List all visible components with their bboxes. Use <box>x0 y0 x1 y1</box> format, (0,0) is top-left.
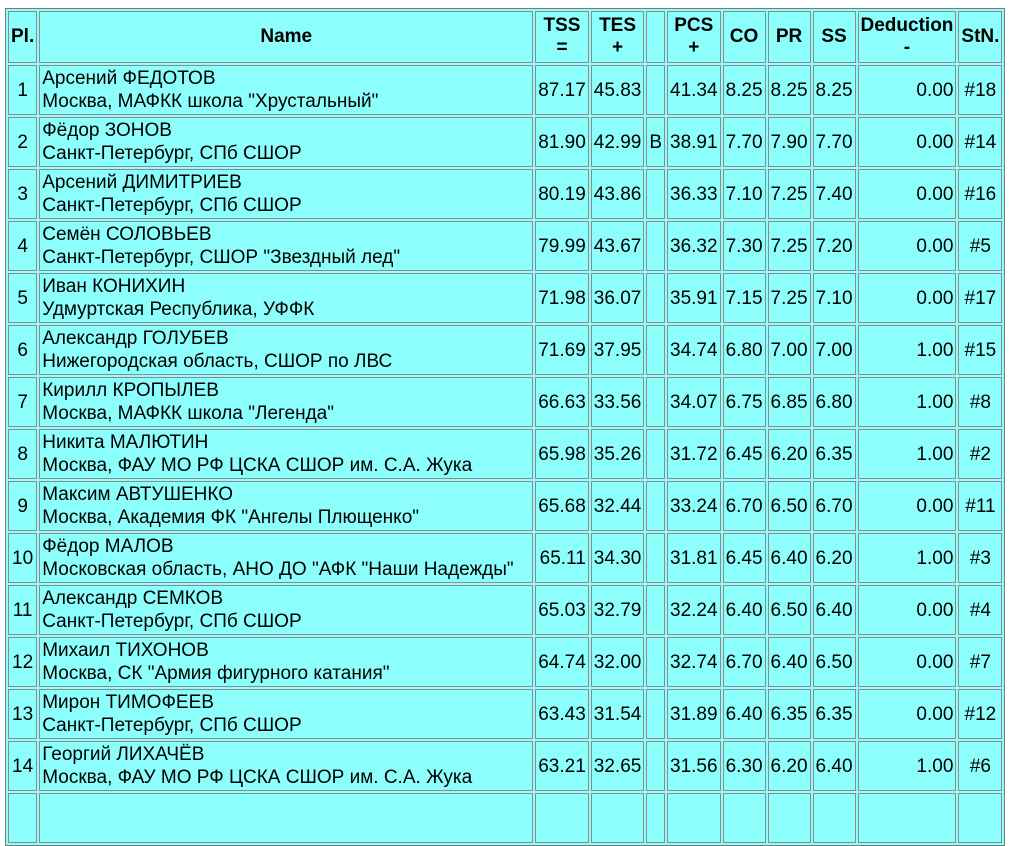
start-number-cell <box>958 793 1002 843</box>
skater-cell <box>39 585 533 635</box>
pcs-cell <box>667 793 721 843</box>
place-cell: 7 <box>8 377 37 427</box>
tes-cell: 36.07 <box>591 273 645 323</box>
start-number-cell: #2 <box>958 429 1002 479</box>
skater-club: Москва, ФАУ МО РФ ЦСКА СШОР им. С.А. Жука <box>42 455 473 476</box>
tes-cell: 31.54 <box>591 689 645 739</box>
mark-cell <box>646 273 665 323</box>
pr-cell <box>768 793 811 843</box>
tes-cell: 45.83 <box>591 65 645 115</box>
skater-name: Иван КОНИХИН <box>42 276 186 297</box>
deduction-cell: 0.00 <box>858 585 957 635</box>
co-cell: 6.75 <box>723 377 766 427</box>
pr-cell: 6.20 <box>768 741 811 791</box>
skater-name: Максим АВТУШЕНКО <box>42 484 234 505</box>
pcs-cell: 38.91 <box>667 117 721 167</box>
start-number-cell: #6 <box>958 741 1002 791</box>
start-number-cell: #15 <box>958 325 1002 375</box>
skater-name: Александр СЕМКОВ <box>42 588 224 609</box>
tss-cell <box>535 793 589 843</box>
place-cell: 14 <box>8 741 37 791</box>
place-cell <box>8 793 37 843</box>
deduction-cell: 0.00 <box>858 169 957 219</box>
ss-cell: 6.35 <box>813 429 856 479</box>
mark-cell: B <box>646 117 665 167</box>
ss-cell: 6.80 <box>813 377 856 427</box>
co-cell: 7.10 <box>723 169 766 219</box>
place-cell: 2 <box>8 117 37 167</box>
skater-cell <box>39 533 533 583</box>
table-row <box>8 793 1002 843</box>
co-cell: 6.40 <box>723 689 766 739</box>
pr-cell: 8.25 <box>768 65 811 115</box>
pr-cell: 6.40 <box>768 533 811 583</box>
skater-club: Санкт-Петербург, СПб СШОР <box>42 195 302 216</box>
deduction-cell: 0.00 <box>858 637 957 687</box>
table-row <box>8 273 1002 323</box>
deduction-cell: 0.00 <box>858 117 957 167</box>
pcs-cell: 31.81 <box>667 533 721 583</box>
header-name: Name <box>39 11 533 63</box>
deduction-cell: 0.00 <box>858 481 957 531</box>
tes-cell: 35.26 <box>591 429 645 479</box>
table-row <box>8 221 1002 271</box>
skater-club: Москва, МАФКК школа "Хрустальный" <box>42 91 379 112</box>
skater-cell <box>39 793 533 843</box>
deduction-cell: 1.00 <box>858 377 957 427</box>
place-cell: 10 <box>8 533 37 583</box>
header-start-number: StN. <box>958 11 1002 63</box>
place-cell: 1 <box>8 65 37 115</box>
header-deduction: Deduction - <box>858 11 957 63</box>
deduction-cell: 0.00 <box>858 65 957 115</box>
ss-cell: 7.20 <box>813 221 856 271</box>
ss-cell: 6.20 <box>813 533 856 583</box>
tes-cell: 32.44 <box>591 481 645 531</box>
place-cell: 3 <box>8 169 37 219</box>
pr-cell: 7.90 <box>768 117 811 167</box>
table-row <box>8 325 1002 375</box>
pcs-cell: 31.56 <box>667 741 721 791</box>
place-cell: 11 <box>8 585 37 635</box>
start-number-cell: #7 <box>958 637 1002 687</box>
skater-cell <box>39 221 533 271</box>
ss-cell: 8.25 <box>813 65 856 115</box>
skater-club: Москва, Академия ФК "Ангелы Плющенко" <box>42 507 420 528</box>
mark-cell <box>646 481 665 531</box>
pcs-cell: 31.72 <box>667 429 721 479</box>
header-tss: TSS = <box>535 11 589 63</box>
co-cell: 7.70 <box>723 117 766 167</box>
ss-cell: 7.10 <box>813 273 856 323</box>
skater-club: Нижегородская область, СШОР по ЛВС <box>42 351 393 372</box>
table-row <box>8 689 1002 739</box>
skater-club: Московская область, АНО ДО "АФК "Наши Надежды" <box>42 559 514 580</box>
skater-club: Санкт-Петербург, СПб СШОР <box>42 715 302 736</box>
pcs-cell: 32.24 <box>667 585 721 635</box>
ss-cell: 6.70 <box>813 481 856 531</box>
skater-cell <box>39 689 533 739</box>
table-row <box>8 533 1002 583</box>
place-cell: 12 <box>8 637 37 687</box>
mark-cell <box>646 169 665 219</box>
tes-cell: 32.65 <box>591 741 645 791</box>
start-number-cell: #18 <box>958 65 1002 115</box>
skater-name: Семён СОЛОВЬЕВ <box>42 224 212 245</box>
results-table <box>5 8 1005 846</box>
table-row <box>8 117 1002 167</box>
mark-cell <box>646 429 665 479</box>
tes-cell <box>591 793 645 843</box>
table-row <box>8 481 1002 531</box>
skater-cell <box>39 273 533 323</box>
pr-cell: 7.25 <box>768 169 811 219</box>
pr-cell: 7.25 <box>768 221 811 271</box>
skater-club: Санкт-Петербург, СПб СШОР <box>42 611 302 632</box>
deduction-cell: 0.00 <box>858 221 957 271</box>
pr-cell: 7.25 <box>768 273 811 323</box>
skater-cell <box>39 117 533 167</box>
pcs-cell: 32.74 <box>667 637 721 687</box>
table-row <box>8 429 1002 479</box>
pr-cell: 7.00 <box>768 325 811 375</box>
place-cell: 5 <box>8 273 37 323</box>
co-cell: 6.70 <box>723 637 766 687</box>
skater-name: Фёдор МАЛОВ <box>42 536 174 557</box>
start-number-cell: #11 <box>958 481 1002 531</box>
skater-cell <box>39 741 533 791</box>
pcs-cell: 34.07 <box>667 377 721 427</box>
tss-cell: 64.74 <box>535 637 589 687</box>
tss-cell: 65.98 <box>535 429 589 479</box>
skater-name: Михаил ТИХОНОВ <box>42 640 209 661</box>
pcs-cell: 31.89 <box>667 689 721 739</box>
deduction-cell: 1.00 <box>858 533 957 583</box>
mark-cell <box>646 65 665 115</box>
co-cell: 6.80 <box>723 325 766 375</box>
table-row <box>8 585 1002 635</box>
tes-cell: 37.95 <box>591 325 645 375</box>
skater-club: Москва, СК "Армия фигурного катания" <box>42 663 390 684</box>
place-cell: 8 <box>8 429 37 479</box>
skater-name: Кирилл КРОПЫЛЕВ <box>42 380 219 401</box>
ss-cell: 6.40 <box>813 741 856 791</box>
ss-cell: 7.70 <box>813 117 856 167</box>
pcs-cell: 35.91 <box>667 273 721 323</box>
start-number-cell: #16 <box>958 169 1002 219</box>
table-row <box>8 65 1002 115</box>
pcs-cell: 33.24 <box>667 481 721 531</box>
mark-cell <box>646 533 665 583</box>
header-place: Pl. <box>8 11 37 63</box>
table-row <box>8 377 1002 427</box>
skater-club: Удмуртская Республика, УФФК <box>42 299 315 320</box>
header-ss: SS <box>813 11 856 63</box>
ss-cell: 7.40 <box>813 169 856 219</box>
deduction-cell: 0.00 <box>858 689 957 739</box>
start-number-cell: #4 <box>958 585 1002 635</box>
tss-cell: 65.11 <box>535 533 589 583</box>
header-mark <box>646 11 665 63</box>
tss-cell: 79.99 <box>535 221 589 271</box>
co-cell: 6.45 <box>723 533 766 583</box>
ss-cell: 6.50 <box>813 637 856 687</box>
ss-cell: 7.00 <box>813 325 856 375</box>
skater-cell <box>39 169 533 219</box>
header-co: CO <box>723 11 766 63</box>
mark-cell <box>646 741 665 791</box>
co-cell: 6.70 <box>723 481 766 531</box>
co-cell: 7.30 <box>723 221 766 271</box>
skater-name: Фёдор ЗОНОВ <box>42 120 172 141</box>
tss-cell: 65.03 <box>535 585 589 635</box>
pr-cell: 6.50 <box>768 585 811 635</box>
ss-cell: 6.40 <box>813 585 856 635</box>
skater-name: Мирон ТИМОФЕЕВ <box>42 692 214 713</box>
skater-name: Александр ГОЛУБЕВ <box>42 328 229 349</box>
skater-cell <box>39 429 533 479</box>
pr-cell: 6.40 <box>768 637 811 687</box>
deduction-cell: 1.00 <box>858 325 957 375</box>
pcs-cell: 36.32 <box>667 221 721 271</box>
skater-club: Москва, МАФКК школа "Легенда" <box>42 403 334 424</box>
skater-cell <box>39 481 533 531</box>
tss-cell: 87.17 <box>535 65 589 115</box>
tes-cell: 32.00 <box>591 637 645 687</box>
skater-name: Георгий ЛИХАЧЁВ <box>42 744 205 765</box>
skater-club: Санкт-Петербург, СПб СШОР <box>42 143 302 164</box>
header-row <box>8 11 1002 63</box>
skater-name: Никита МАЛЮТИН <box>42 432 209 453</box>
place-cell: 6 <box>8 325 37 375</box>
mark-cell <box>646 637 665 687</box>
deduction-cell: 1.00 <box>858 741 957 791</box>
start-number-cell: #14 <box>958 117 1002 167</box>
deduction-cell: 1.00 <box>858 429 957 479</box>
co-cell: 8.25 <box>723 65 766 115</box>
mark-cell <box>646 377 665 427</box>
mark-cell <box>646 585 665 635</box>
table-row <box>8 741 1002 791</box>
start-number-cell: #8 <box>958 377 1002 427</box>
pr-cell: 6.20 <box>768 429 811 479</box>
mark-cell <box>646 325 665 375</box>
ss-cell <box>813 793 856 843</box>
pr-cell: 6.85 <box>768 377 811 427</box>
tss-cell: 80.19 <box>535 169 589 219</box>
table-row <box>8 637 1002 687</box>
tss-cell: 81.90 <box>535 117 589 167</box>
co-cell: 6.30 <box>723 741 766 791</box>
tes-cell: 43.67 <box>591 221 645 271</box>
header-pcs: PCS + <box>667 11 721 63</box>
tss-cell: 63.43 <box>535 689 589 739</box>
start-number-cell: #17 <box>958 273 1002 323</box>
tss-cell: 66.63 <box>535 377 589 427</box>
mark-cell <box>646 793 665 843</box>
skater-club: Москва, ФАУ МО РФ ЦСКА СШОР им. С.А. Жука <box>42 767 473 788</box>
start-number-cell: #12 <box>958 689 1002 739</box>
place-cell: 13 <box>8 689 37 739</box>
header-pr: PR <box>768 11 811 63</box>
place-cell: 4 <box>8 221 37 271</box>
tes-cell: 43.86 <box>591 169 645 219</box>
skater-cell <box>39 325 533 375</box>
pr-cell: 6.50 <box>768 481 811 531</box>
skater-cell <box>39 65 533 115</box>
tes-cell: 32.79 <box>591 585 645 635</box>
skater-name: Арсений ДИМИТРИЕВ <box>42 172 242 193</box>
deduction-cell: 0.00 <box>858 273 957 323</box>
header-tes: TES + <box>591 11 645 63</box>
start-number-cell: #3 <box>958 533 1002 583</box>
co-cell: 6.45 <box>723 429 766 479</box>
pcs-cell: 41.34 <box>667 65 721 115</box>
mark-cell <box>646 689 665 739</box>
co-cell <box>723 793 766 843</box>
tss-cell: 65.68 <box>535 481 589 531</box>
pcs-cell: 34.74 <box>667 325 721 375</box>
ss-cell: 6.35 <box>813 689 856 739</box>
pr-cell: 6.35 <box>768 689 811 739</box>
start-number-cell: #5 <box>958 221 1002 271</box>
tes-cell: 42.99 <box>591 117 645 167</box>
tss-cell: 71.98 <box>535 273 589 323</box>
skater-club: Санкт-Петербург, СШОР "Звездный лед" <box>42 247 401 268</box>
co-cell: 6.40 <box>723 585 766 635</box>
tss-cell: 63.21 <box>535 741 589 791</box>
tes-cell: 34.30 <box>591 533 645 583</box>
deduction-cell <box>858 793 957 843</box>
tes-cell: 33.56 <box>591 377 645 427</box>
tss-cell: 71.69 <box>535 325 589 375</box>
skater-cell <box>39 377 533 427</box>
table-row <box>8 169 1002 219</box>
mark-cell <box>646 221 665 271</box>
skater-name: Арсений ФЕДОТОВ <box>42 68 216 89</box>
place-cell: 9 <box>8 481 37 531</box>
skater-cell <box>39 637 533 687</box>
co-cell: 7.15 <box>723 273 766 323</box>
pcs-cell: 36.33 <box>667 169 721 219</box>
